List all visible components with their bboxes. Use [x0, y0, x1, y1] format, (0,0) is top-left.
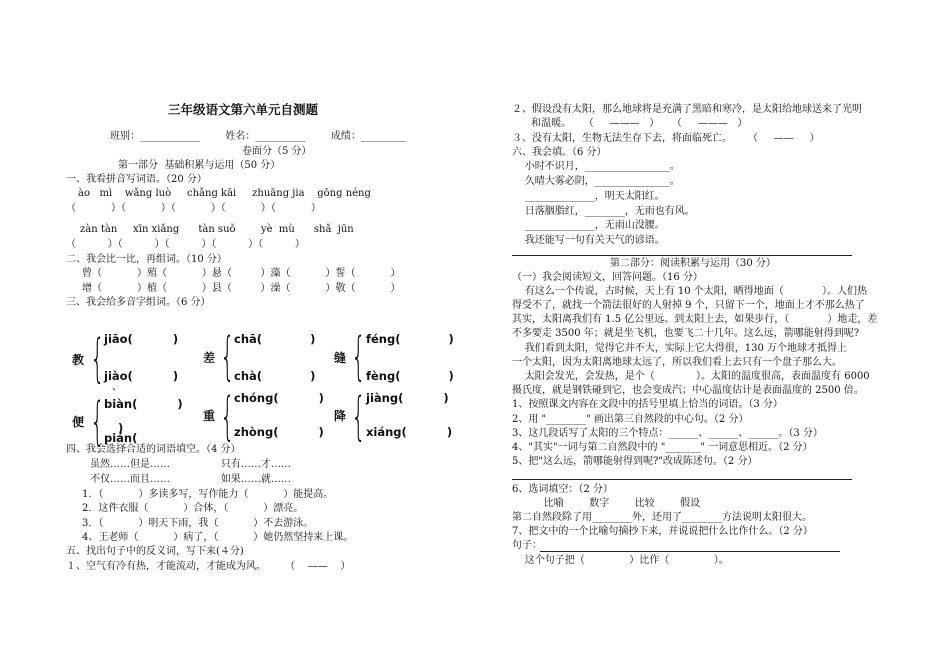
q6-heading: 六、我会填。（6 分）	[512, 147, 607, 158]
header-line: 班别：____________ 姓名：__________ 成绩：_________	[110, 131, 406, 142]
q3-feng-1[interactable]: féng( )	[366, 332, 454, 346]
q5-item-2: ２、假设没有太阳，那么地球将是充满了黑暗和寒冷，是太阳给地球送来了光明	[512, 104, 862, 115]
q3-stray-paren: )	[118, 421, 124, 435]
q5-item-2-cont[interactable]: 和温暖。 （ ——— ） （ ——— ）	[512, 118, 748, 129]
q3-stray-mark: 、	[112, 382, 122, 393]
reading-q6-options: 比喻 数字 比较 假设	[512, 498, 701, 509]
q4-heading: 四、我会选择合适的词语填空。（4 分）	[66, 444, 241, 455]
q6-line-2[interactable]: 久晴大雾必阴，_______________。	[512, 176, 680, 187]
q6-line-3[interactable]: ______________，明天太阳红。	[512, 191, 665, 202]
q3-cha-1[interactable]: chā( )	[234, 332, 316, 346]
reading-p3-line1: 太阳会发光，会发热，是个（ ）。太阳的温度很高，表面温度有 6000	[512, 371, 870, 382]
page-title: 三年级语文第六单元自测题	[168, 102, 319, 117]
answer-line[interactable]	[512, 255, 852, 256]
q5-heading: 五、找出句子中的反义词，写下来(４分)	[66, 546, 244, 557]
q3-char-feng: 缝	[334, 351, 347, 365]
reading-question-1: 1、按照课文内容在文段中的括号里填上恰当的词语。（3 分）	[512, 399, 783, 410]
reading-question-3[interactable]: 3、这几段话写了太阳的三个特点：______、______、______。（3 分）	[512, 428, 823, 439]
q4-item-2[interactable]: 2．这件衣服（ ）合体，（ ）漂亮。	[82, 503, 304, 514]
q5-item-1[interactable]: １、空气有冷有热，才能流动，才能成为风。 （ —— ）	[66, 561, 351, 572]
q6-line-6: 我还能写一句有关天气的谚语。	[512, 235, 665, 246]
q2-heading: 二、我会比一比，再组词。（10 分）	[66, 254, 227, 265]
reading-heading: （一）我会阅读短文，回答问题。（16 分）	[512, 272, 703, 283]
brace-icon: {	[220, 327, 235, 387]
q4-options-2: 不仅……而且…… 如果……就……	[90, 474, 291, 485]
q6-line-4[interactable]: 日落胭脂红，________，无雨也有风。	[512, 206, 695, 217]
reading-p2-line1: 我们看到太阳，觉得它并不大，实际上它大得很，130 万个地球才抵得上	[512, 343, 847, 354]
reading-p3-line2: 摄氏度，就是钢铁碰到它，也会变成汽；中心温度估计是表面温度的 2500 倍。	[512, 385, 864, 396]
q3-cha-2[interactable]: chà( )	[234, 369, 316, 383]
q1-pinyin-row1: ào mì wǎng luò chǎng kāi zhuāng jia gōng néng	[78, 188, 371, 199]
q3-zhong-2[interactable]: zhòng( )	[234, 425, 324, 439]
reading-p1-line3: 其实，太阳离我们有 1.5 亿公里远。到太阳上去，如果步行，（ ）地走，差	[512, 314, 878, 325]
reading-p1-line1: 有这么一个传说，古时候，天上有 10 个太阳，晒得地面（ ）。人们热	[512, 286, 867, 297]
q3-char-cha: 差	[203, 351, 216, 365]
answer-line[interactable]	[540, 551, 840, 552]
q3-jiang-2[interactable]: xiáng( )	[366, 425, 453, 439]
q4-item-3[interactable]: 3．（ ）明天下雨，我（ ）不去游泳。	[82, 518, 314, 529]
reading-question-4[interactable]: 4、"其实"一词与第二自然段中的 "_______" 一词意思相近。（2 分）	[512, 442, 813, 453]
reading-q7-sentence: 句子：	[512, 540, 542, 551]
q3-jiang-1[interactable]: jiàng( )	[366, 391, 449, 405]
reading-question-2[interactable]: 2、用 "________" 画出第三自然段的中心句。（2 分）	[512, 414, 749, 425]
brace-icon: {	[351, 327, 366, 387]
q1-heading: 一、我看拼音写词语。（20 分）	[66, 174, 207, 185]
q4-item-4[interactable]: 4、王老师（ ）病了，（ ）她仍然坚持来上课。	[82, 532, 354, 543]
reading-p1-line2: 得受不了，就找一个箭法很好的人射掉 9 个，只留下一个，地面上才不那么热了	[512, 300, 865, 311]
neat-score: 卷面分（5 分）	[242, 146, 312, 157]
answer-line[interactable]	[512, 479, 852, 480]
q3-jiao-2[interactable]: jiào( )	[104, 369, 179, 383]
part2-title: 第二部分：阅读积累与运用（30 分）	[610, 258, 776, 269]
reading-q7-compare[interactable]: 这个句子把（ ）比作（ ）。	[512, 555, 729, 566]
reading-p2-line2: 一个太阳，因为太阳离地球太远了，所以我们看上去只有一个盘子那么大。	[512, 357, 842, 368]
q3-jiao-1[interactable]: jiāo( )	[104, 332, 179, 346]
q3-char-bian: 便	[72, 415, 85, 429]
q3-feng-2[interactable]: fèng( )	[366, 369, 454, 383]
q2-row2[interactable]: 增（ ）植（ ）县（ ）澡（ ）敬（ ）	[82, 283, 401, 294]
q3-zhong-1[interactable]: chóng( )	[234, 391, 324, 405]
q4-options-1: 虽然……但是…… 只有……才……	[90, 459, 291, 470]
q3-bian-1[interactable]: biàn( )	[104, 397, 183, 411]
brace-icon: {	[220, 387, 235, 447]
reading-question-6: 6、选词填空：（2 分）	[512, 484, 613, 495]
q6-line-1[interactable]: 小时不识月，_________________。	[512, 161, 680, 172]
q3-char-zhong: 重	[203, 409, 216, 423]
q2-row1[interactable]: 曾（ ）殖（ ）悬（ ）藻（ ）誓（ ）	[82, 268, 401, 279]
reading-p1-line4: 不多要走 3500 年；就是坐飞机，也要飞二十几年。这么远，箭哪能射得到呢?	[512, 328, 860, 339]
part1-title: 第一部分 基础积累与运用（50 分）	[118, 160, 281, 171]
q1-blanks-row1[interactable]: （ ）（ ）（ ）（ ）（ ）	[66, 203, 321, 214]
q3-heading: 三、我会给多音字组词。（6 分）	[66, 297, 211, 308]
reading-question-5: 5、把"这么远，箭哪能射得到呢?"改成陈述句。（2 分）	[512, 456, 758, 467]
reading-question-7: 7、把文中的一个比喻句摘抄下来，并说说把什么比作什么。（2 分）	[512, 526, 813, 537]
brace-icon: {	[90, 392, 105, 452]
q5-item-3[interactable]: ３、没有太阳，生物无法生存下去，将面临死亡。 （ —— ）	[512, 133, 820, 144]
brace-icon: {	[90, 329, 105, 389]
q1-blanks-row2[interactable]: （ ）（ ）（ ）（ ）（ ）	[66, 239, 305, 250]
q6-line-5[interactable]: ______________，无雨山没腰。	[512, 220, 665, 231]
q4-item-1[interactable]: 1．（ ）多读多写，写作能力（ ）能提高。	[82, 489, 334, 500]
reading-q6-text[interactable]: 第二自然段除了用________外，还用了________方法说明太阳很大。	[512, 512, 812, 523]
q3-char-jiao: 教	[72, 353, 85, 367]
q3-bian-2[interactable]: pián(	[104, 431, 138, 445]
q1-pinyin-row2: zàn tàn xīn xiǎng tàn suǒ yè mù shǎ jūn	[80, 224, 354, 235]
brace-icon: {	[351, 387, 366, 447]
q3-char-jiang: 降	[334, 409, 347, 423]
